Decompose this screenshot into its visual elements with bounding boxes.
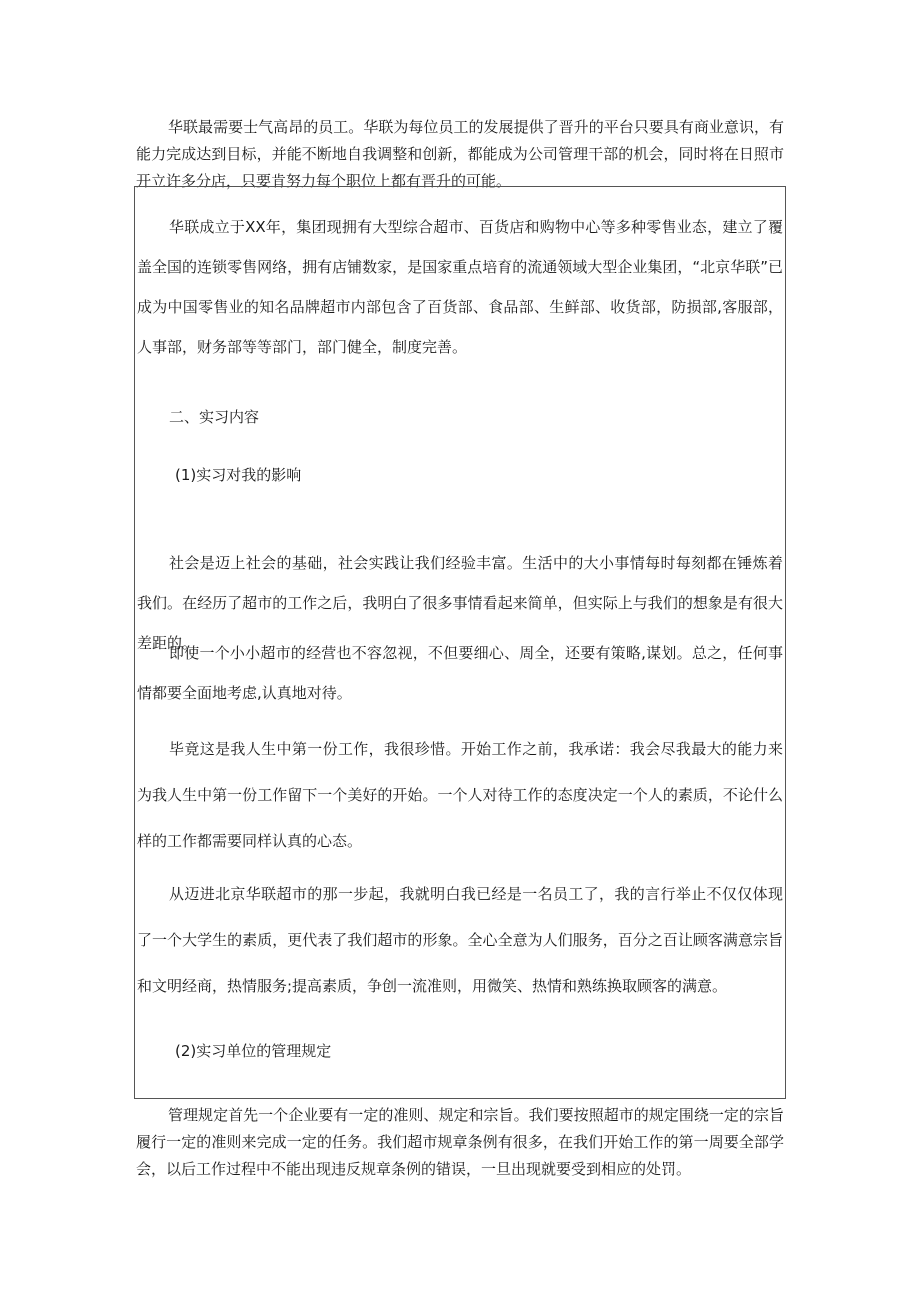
subheading-management-rules: (2)实习单位的管理规定 bbox=[175, 1042, 332, 1060]
company-paragraph: 华联成立于XX年，集团现拥有大型综合超市、百货店和购物中心等多种零售业态，建立了覆盖全国的连锁零售网络，拥有店铺数家，是国家重点培育的流通领域大型企业集团，“北京华联”已成为中国零售业的知名品牌超市内部包含了百货部、食品部、生鲜部、收货部，防损部,客服部，人事部，财务部等等部门，部门健全，制度完善。 bbox=[137, 218, 783, 356]
subheading-influence: (1)实习对我的影响 bbox=[175, 466, 302, 484]
first-job-paragraph: 毕竟这是我人生中第一份工作，我很珍惜。开始工作之前，我承诺：我会尽我最大的能力来为我人生中第一份工作留下一个美好的开始。一个人对待工作的态度决定一个人的素质，不论什么样的工作都需要同样认真的心态。 bbox=[137, 740, 783, 850]
employee-paragraph: 从迈进北京华联超市的那一步起，我就明白我已经是一名员工了，我的言行举止不仅仅体现了一个大学生的素质，更代表了我们超市的形象。全心全意为人们服务，百分之百让顾客满意宗旨和文明经商，热情服务;提高素质，争创一流准则，用微笑、热情和熟练换取顾客的满意。 bbox=[137, 885, 783, 995]
intro-paragraph: 华联最需要士气高昂的员工。华联为每位员工的发展提供了晋升的平台只要具有商业意识，有能力完成达到目标，并能不断地自我调整和创新，都能成为公司管理干部的机会，同时将在日照市开立许多分店，只要肯努力每个职位上都有晋升的可能。 bbox=[136, 118, 784, 190]
society-paragraph: 社会是迈上社会的基础，社会实践让我们经验丰富。生活中的大小事情每时每刻都在锤炼着我们。在经历了超市的工作之后，我明白了很多事情看起来简单，但实际上与我们的想象是有很大差距的。 bbox=[137, 554, 783, 652]
section-heading: 二、实习内容 bbox=[169, 408, 260, 426]
store-paragraph: 即使一个小小超市的经营也不容忽视，不但要细心、周全，还要有策略,谋划。总之，任何事情都要全面地考虑,认真地对待。 bbox=[137, 644, 783, 702]
bordered-text-frame bbox=[134, 186, 786, 1099]
closing-paragraph: 管理规定首先一个企业要有一定的准则、规定和宗旨。我们要按照超市的规定围绕一定的宗旨履行一定的准则来完成一定的任务。我们超市规章条例有很多，在我们开始工作的第一周要全部学会，以后工作过程中不能出现违反规章条例的错误，一旦出现就要受到相应的处罚。 bbox=[136, 1106, 784, 1178]
